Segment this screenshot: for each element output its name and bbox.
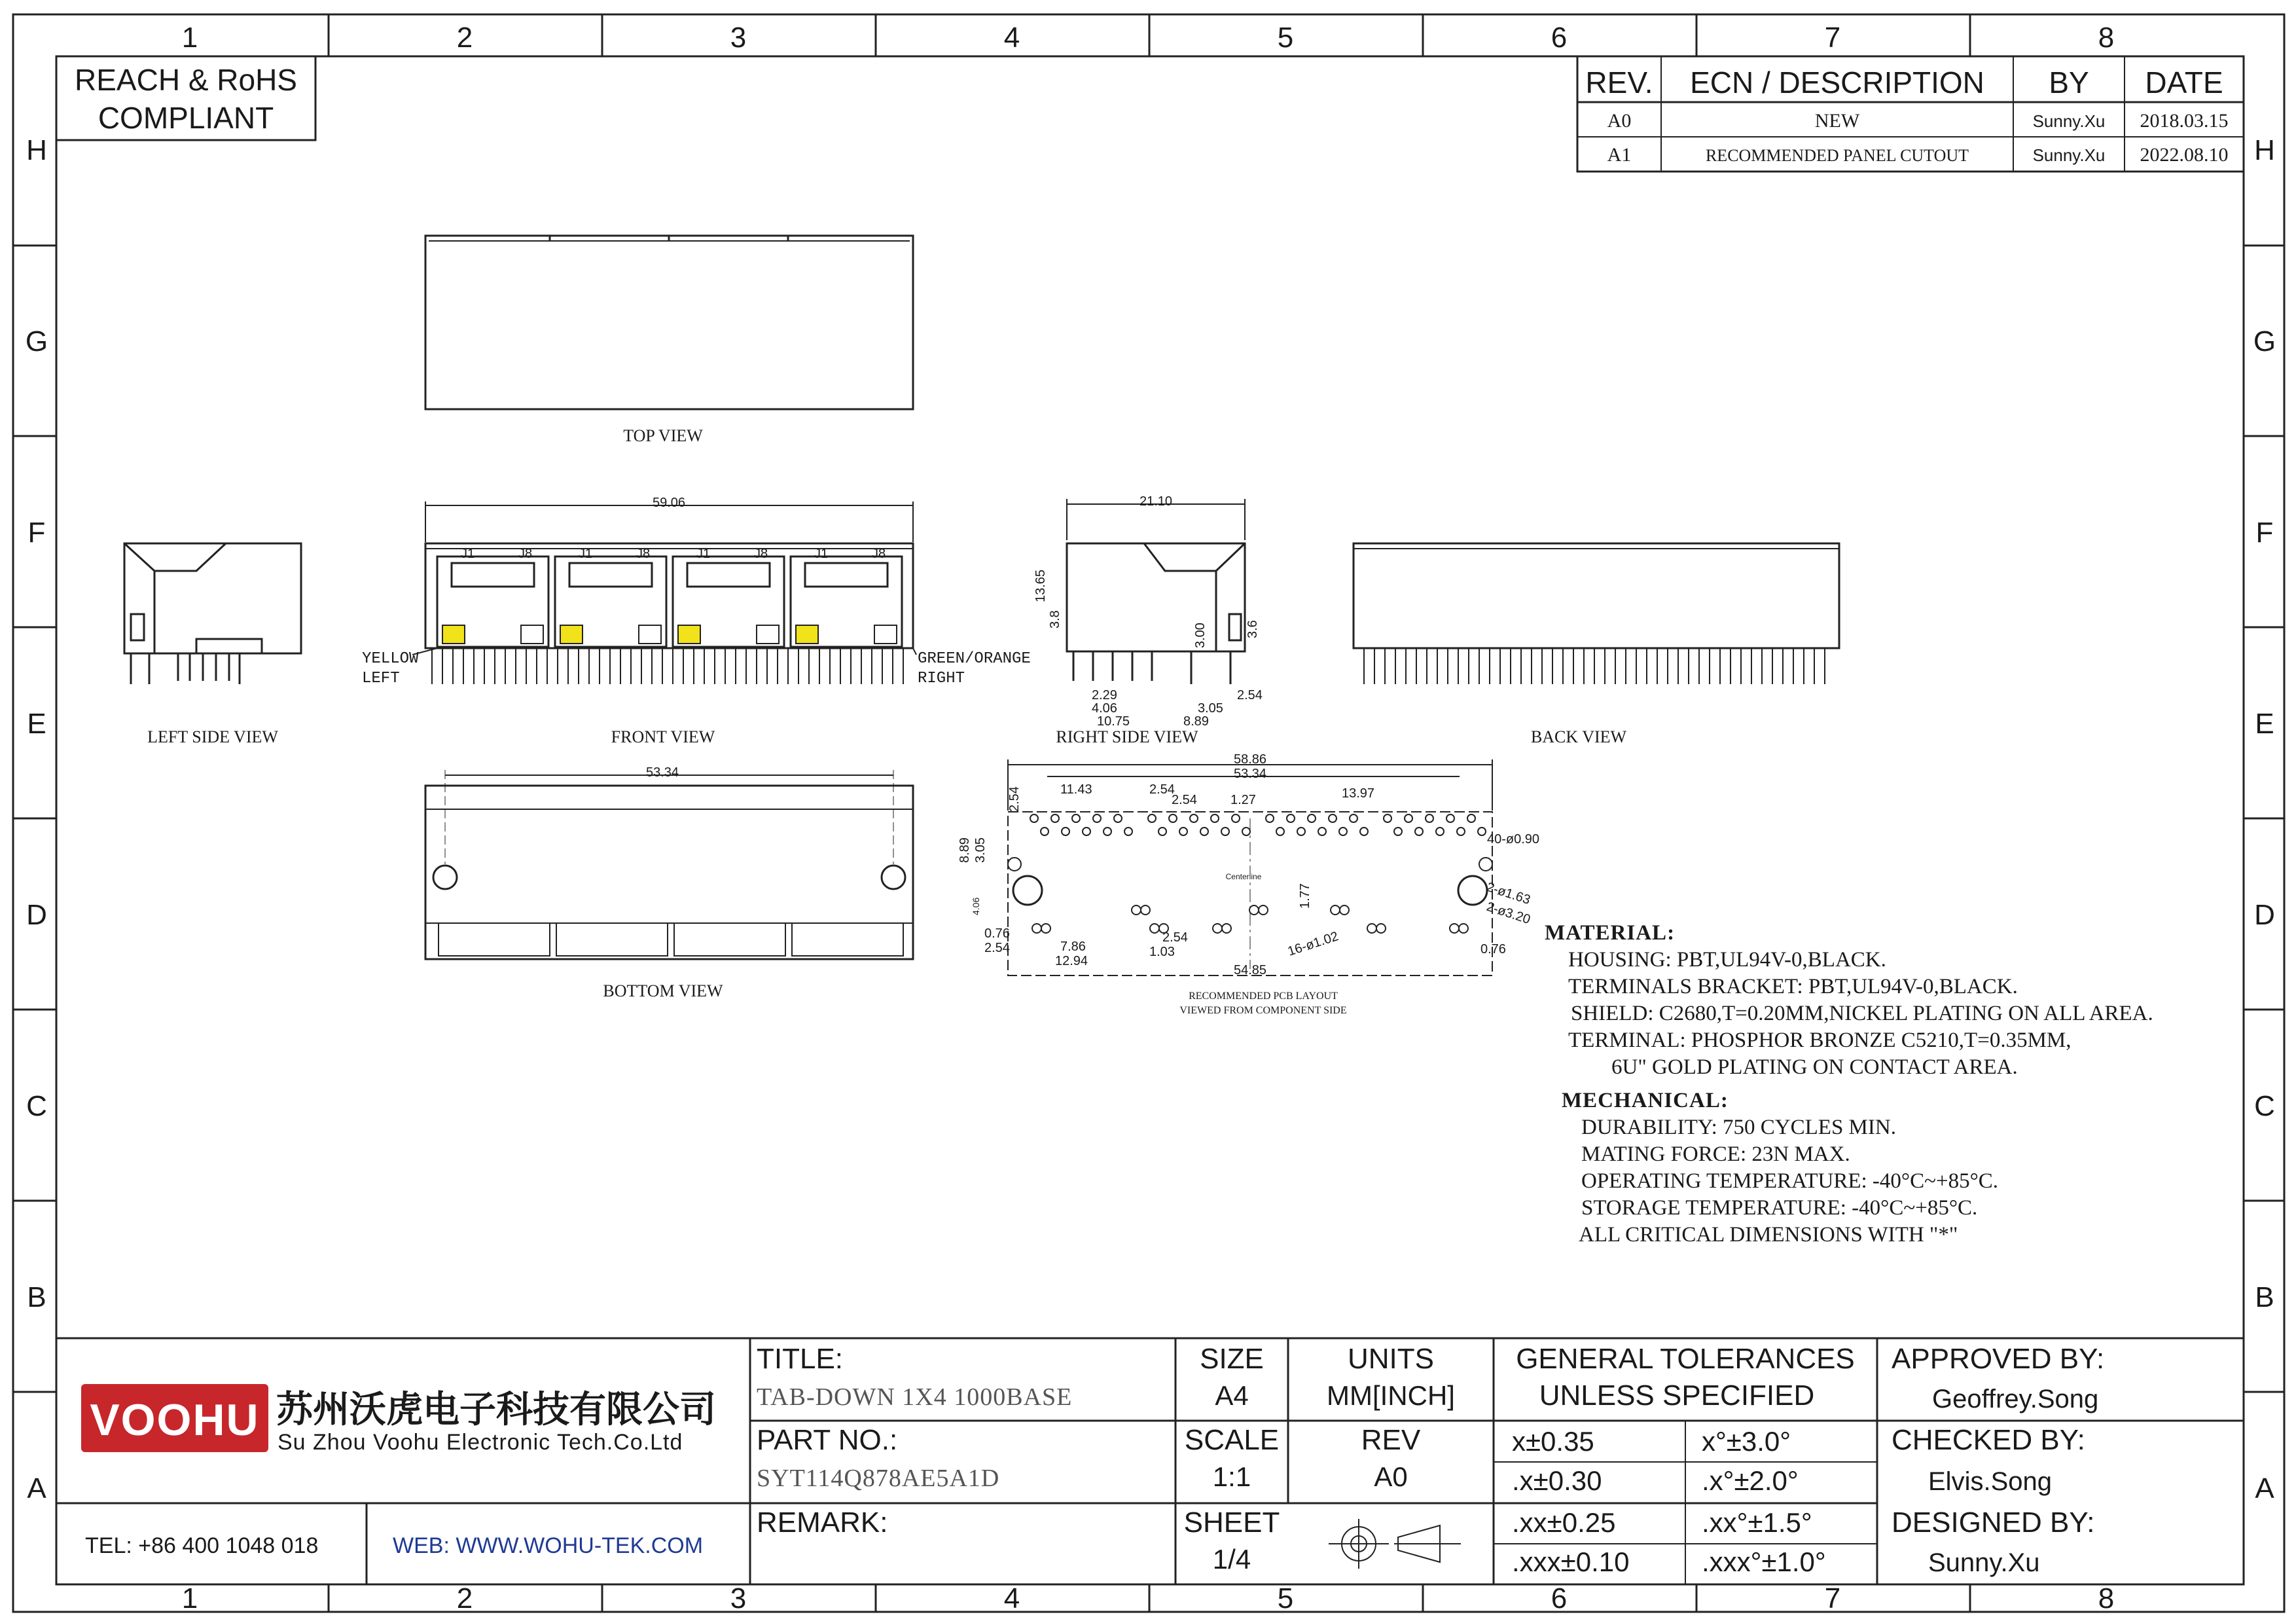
dim-right-h4: 3.6	[1246, 620, 1260, 638]
pin-j8-label: J8	[754, 547, 768, 561]
col-label: 7	[1824, 1582, 1841, 1614]
scale-value: 1:1	[1212, 1461, 1251, 1492]
row-label: B	[2255, 1281, 2274, 1313]
col-label: 6	[1551, 22, 1568, 54]
date-cell: 2018.03.15	[2140, 110, 2229, 132]
dim-right-b1: 2.29	[1092, 688, 1117, 702]
approved-label: APPROVED BY:	[1892, 1343, 2105, 1375]
tolerance-cell: .xxx±0.10	[1512, 1546, 1630, 1577]
dim-pcb-e: 13.97	[1342, 786, 1375, 801]
dim-right-b2: 4.06	[1092, 701, 1117, 716]
dim-pcb-k: 2.54	[984, 941, 1010, 955]
row-label: A	[2255, 1472, 2274, 1504]
front-pins	[432, 648, 903, 684]
green-orange-led	[874, 625, 897, 644]
dim-pcb-i: 4.06	[971, 897, 981, 915]
mechanical-line: MATING FORCE: 23N MAX.	[1581, 1142, 1850, 1166]
leader-line	[913, 648, 916, 655]
desc-cell: RECOMMENDED PANEL CUTOUT	[1705, 146, 1969, 165]
company-name-cn: 苏州沃虎电子科技有限公司	[276, 1389, 716, 1430]
dim-pcb-b: 2.54	[1149, 782, 1175, 797]
top-view	[425, 236, 913, 409]
dim-pcb-a: 11.43	[1060, 782, 1092, 797]
row-label: D	[2254, 899, 2275, 931]
green-orange-led	[757, 625, 779, 644]
title-label: TITLE:	[757, 1343, 844, 1375]
desc-header: ECN / DESCRIPTION	[1690, 65, 1984, 100]
designed-name: Sunny.Xu	[1928, 1548, 2040, 1577]
sheet-label: SHEET	[1183, 1506, 1280, 1539]
date-header: DATE	[2145, 65, 2223, 100]
row-label: H	[2254, 134, 2275, 166]
yellow-led	[560, 625, 583, 644]
col-label: 8	[2098, 1582, 2115, 1614]
dim-pcb-w2: 53.34	[1233, 767, 1267, 781]
yellow-led	[678, 625, 700, 644]
mechanical-line: ALL CRITICAL DIMENSIONS WITH "*"	[1579, 1223, 1958, 1247]
dim-pcb-hole3: 2-ø3.20	[1484, 899, 1532, 928]
revision-table	[1577, 56, 2244, 172]
material-line: TERMINALS BRACKET: PBT,UL94V-0,BLACK.	[1568, 975, 2018, 998]
front-view	[425, 501, 913, 684]
checked-name: Elvis.Song	[1928, 1467, 2052, 1496]
dim-pcb-c: 2.54	[1172, 793, 1197, 807]
rev-cell: A0	[1607, 110, 1632, 132]
tolerance-subtitle: UNLESS SPECIFIED	[1539, 1379, 1815, 1412]
green-orange-led	[521, 625, 543, 644]
col-label: 4	[1003, 22, 1020, 54]
rev-label: REV	[1361, 1424, 1421, 1456]
tolerance-cell: .x±0.30	[1512, 1465, 1602, 1496]
col-label: 5	[1277, 1582, 1294, 1614]
dim-pcb-w1: 58.86	[1233, 752, 1267, 767]
size-value: A4	[1215, 1380, 1249, 1411]
dim-pcb-h: 3.05	[973, 837, 988, 863]
designed-label: DESIGNED BY:	[1892, 1506, 2095, 1539]
dim-right-b4: 3.05	[1198, 701, 1223, 716]
yellow-led	[442, 625, 465, 644]
col-label: 3	[730, 22, 747, 54]
pin-j1-label: J1	[814, 547, 829, 561]
dim-pcb-m: 12.94	[1055, 954, 1088, 968]
units-value: MM[INCH]	[1327, 1380, 1455, 1411]
dim-right-h3: 3.00	[1193, 623, 1208, 648]
web-link[interactable]: WEB: WWW.WOHU-TEK.COM	[393, 1533, 704, 1558]
col-label: 1	[181, 1582, 198, 1614]
pin-j8-label: J8	[636, 547, 651, 561]
dim-pcb-r: 0.76	[1480, 942, 1506, 957]
row-labels	[26, 134, 2276, 1504]
col-label: 7	[1824, 22, 1841, 54]
title-value: TAB-DOWN 1X4 1000BASE	[757, 1383, 1073, 1411]
rev-cell: A1	[1607, 144, 1632, 166]
right-side-view	[1067, 499, 1245, 684]
tolerance-cell: .xxx°±1.0°	[1702, 1546, 1826, 1577]
dim-right-depth: 21.10	[1139, 494, 1173, 509]
tolerance-cell: .xx°±1.5°	[1702, 1507, 1812, 1538]
dim-pcb-o: 1.03	[1149, 945, 1175, 959]
sheet-value: 1/4	[1212, 1544, 1251, 1575]
row-label: B	[27, 1281, 46, 1313]
row-label: E	[27, 708, 46, 740]
right-side-view-label: RIGHT SIDE VIEW	[1056, 727, 1198, 746]
led-yellow-label: YELLOW	[362, 650, 419, 668]
dim-pcb-n: 2.54	[1162, 930, 1188, 945]
compliance-box	[56, 56, 315, 140]
rev-header: REV.	[1585, 65, 1653, 100]
dim-right-b6: 2.54	[1237, 688, 1263, 702]
scale-label: SCALE	[1184, 1424, 1280, 1456]
led-green-orange-label: GREEN/ORANGE	[918, 650, 1031, 668]
date-cell: 2022.08.10	[2140, 144, 2229, 166]
front-view-label: FRONT VIEW	[611, 727, 715, 746]
spec-notes	[1545, 920, 2265, 1249]
pin-j8-label: J8	[872, 547, 886, 561]
approved-name: Geoffrey.Song	[1932, 1385, 2099, 1413]
row-label: G	[25, 325, 48, 357]
company-logo	[81, 1384, 268, 1452]
row-label: D	[26, 899, 47, 931]
units-label: UNITS	[1348, 1343, 1434, 1375]
col-label: 3	[730, 1582, 747, 1614]
row-label: A	[27, 1472, 46, 1504]
mechanical-line: STORAGE TEMPERATURE: -40°C~+85°C.	[1581, 1196, 1978, 1220]
desc-cell: NEW	[1814, 110, 1860, 132]
yellow-led	[796, 625, 818, 644]
company-name-en: Su Zhou Voohu Electronic Tech.Co.Ltd	[278, 1430, 683, 1455]
row-label: F	[27, 517, 46, 549]
material-title: MATERIAL:	[1545, 921, 1676, 945]
col-label: 2	[456, 22, 473, 54]
pcb-centerline-label: Centerline	[1225, 872, 1262, 881]
col-label: 8	[2098, 22, 2115, 54]
tolerance-title: GENERAL TOLERANCES	[1516, 1343, 1855, 1375]
material-line: 6U" GOLD PLATING ON CONTACT AREA.	[1568, 1055, 2018, 1079]
mechanical-line: OPERATING TEMPERATURE: -40°C~+85°C.	[1581, 1169, 1999, 1193]
row-label: C	[2254, 1090, 2275, 1122]
dim-pcb-d: 1.27	[1230, 793, 1256, 807]
part-value: SYT114Q878AE5A1D	[757, 1465, 1000, 1492]
dim-front-width: 59.06	[652, 496, 686, 510]
led-right-label: RIGHT	[918, 670, 965, 687]
logo-text: VOOHU	[90, 1395, 260, 1445]
col-label: 4	[1003, 1582, 1020, 1614]
pin-j8-label: J8	[518, 547, 533, 561]
row-label: F	[2255, 517, 2274, 549]
top-view-label: TOP VIEW	[623, 426, 703, 445]
pcb-layout-label: VIEWED FROM COMPONENT SIDE	[1179, 1005, 1347, 1016]
by-header: BY	[2049, 65, 2089, 100]
mechanical-title: MECHANICAL:	[1562, 1089, 1729, 1112]
by-cell: Sunny.Xu	[2032, 145, 2106, 165]
tolerance-cell: x±0.35	[1512, 1426, 1594, 1457]
dim-right-h1: 13.65	[1033, 569, 1048, 602]
back-view-label: BACK VIEW	[1530, 727, 1627, 746]
dim-pcb-p: 1.77	[1298, 883, 1312, 909]
material-line: SHIELD: C2680,T=0.20MM,NICKEL PLATING ON ALL AREA.	[1571, 1002, 2153, 1025]
title-block	[56, 1338, 2244, 1584]
compliance-line2: COMPLIANT	[98, 101, 274, 135]
pin-j1-label: J1	[579, 547, 593, 561]
dim-pcb-l: 7.86	[1060, 939, 1086, 954]
col-label: 2	[456, 1582, 473, 1614]
pin-j1-label: J1	[461, 547, 475, 561]
row-label: G	[2253, 325, 2276, 357]
dim-pcb-j: 0.76	[984, 926, 1010, 941]
dim-pcb-f: 2.54	[1007, 786, 1022, 812]
bottom-view	[425, 770, 913, 959]
row-label: E	[2255, 708, 2274, 740]
material-line: TERMINAL: PHOSPHOR BRONZE C5210,T=0.35MM,	[1568, 1029, 2072, 1052]
dim-pcb-q: 54.85	[1233, 963, 1267, 977]
dim-pcb-hole2: 2-ø1.63	[1484, 879, 1532, 908]
col-label: 5	[1277, 22, 1294, 54]
led-left-label: LEFT	[362, 670, 400, 687]
left-side-view	[124, 543, 301, 684]
part-label: PART NO.:	[757, 1424, 898, 1456]
size-label: SIZE	[1200, 1343, 1264, 1375]
dim-pcb-g: 8.89	[958, 837, 972, 863]
pcb-layout-label: RECOMMENDED PCB LAYOUT	[1189, 991, 1338, 1002]
tel-text: TEL: +86 400 1048 018	[85, 1533, 319, 1558]
material-line: HOUSING: PBT,UL94V-0,BLACK.	[1568, 948, 1886, 972]
left-side-view-label: LEFT SIDE VIEW	[147, 727, 278, 746]
col-label: 1	[181, 22, 198, 54]
led-indicators	[442, 625, 897, 644]
green-orange-led	[639, 625, 661, 644]
mechanical-line: DURABILITY: 750 CYCLES MIN.	[1581, 1116, 1896, 1139]
col-label: 6	[1551, 1582, 1568, 1614]
checked-label: CHECKED BY:	[1892, 1424, 2085, 1456]
pin-j1-label: J1	[696, 547, 711, 561]
compliance-line1: REACH & RoHS	[75, 63, 297, 97]
dim-bottom-width: 53.34	[645, 765, 679, 780]
dim-pcb-hole4: 16-ø1.02	[1285, 929, 1340, 959]
rev-value: A0	[1374, 1461, 1408, 1492]
dim-right-b3: 10.75	[1097, 714, 1130, 729]
by-cell: Sunny.Xu	[2032, 111, 2106, 131]
projection-symbol-icon	[1329, 1519, 1461, 1569]
tolerance-values	[1512, 1426, 1826, 1577]
back-view	[1354, 543, 1839, 684]
tolerance-cell: .xx±0.25	[1512, 1507, 1616, 1538]
bottom-view-label: BOTTOM VIEW	[603, 981, 723, 1000]
tolerance-cell: .x°±2.0°	[1702, 1465, 1799, 1496]
row-label: H	[26, 134, 47, 166]
dim-pcb-hole1: 40-ø0.90	[1487, 832, 1540, 847]
dim-right-h2: 3.8	[1048, 610, 1062, 629]
pcb-dims	[958, 752, 1539, 977]
row-label: C	[26, 1090, 47, 1122]
dim-right-b5: 8.89	[1183, 714, 1209, 729]
tolerance-cell: x°±3.0°	[1702, 1426, 1791, 1457]
remark-label: REMARK:	[757, 1506, 888, 1539]
